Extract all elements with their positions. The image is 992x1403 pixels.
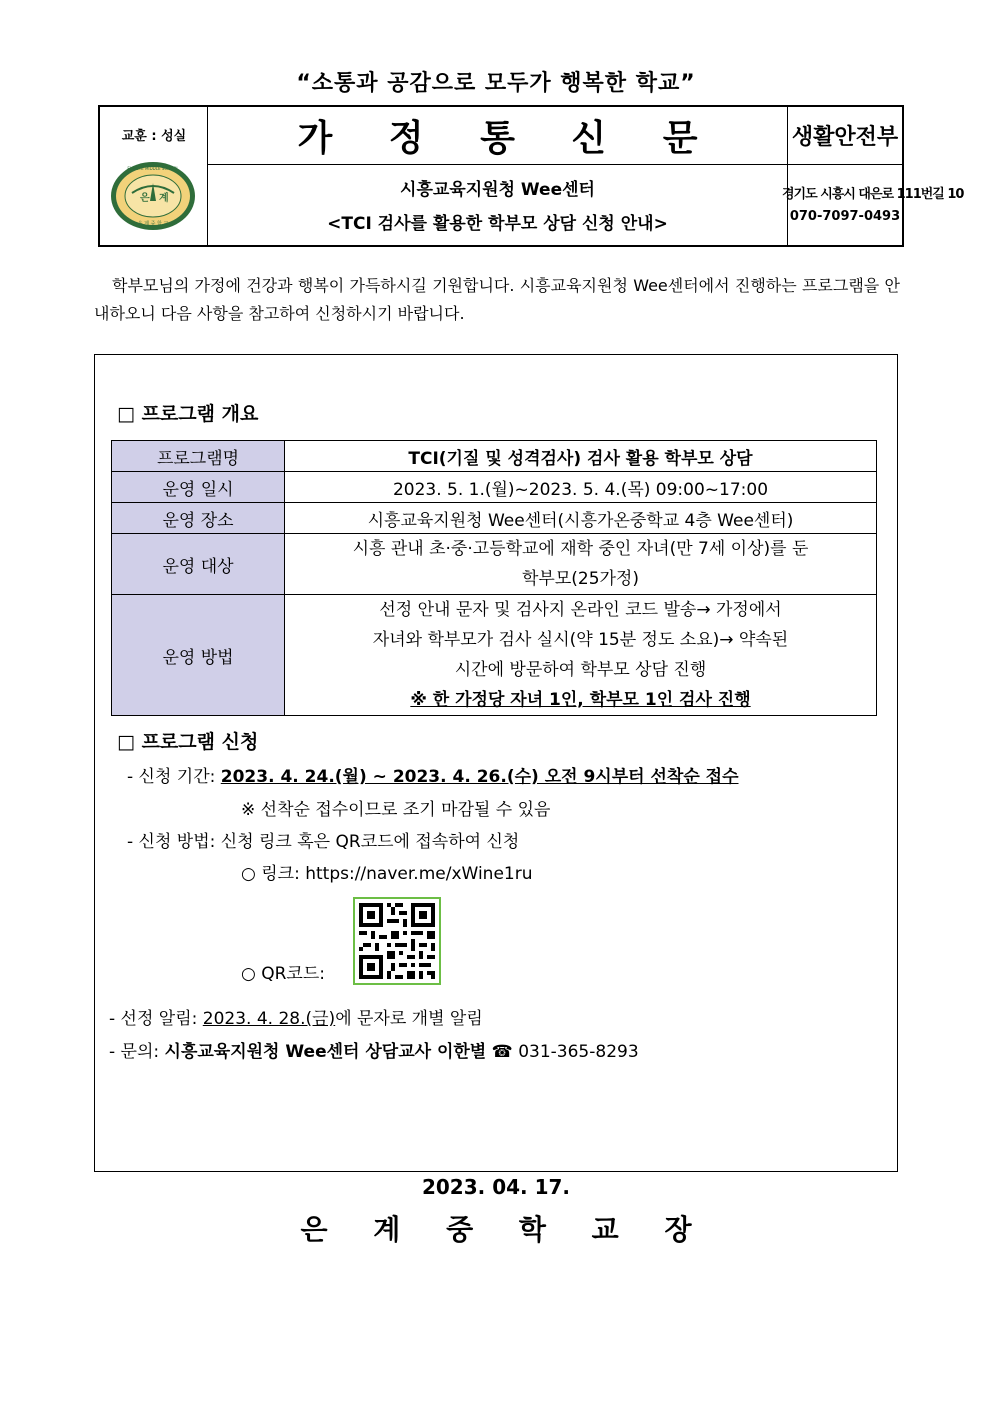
row-value: 시흥교육지원청 Wee센터(시흥가온중학교 4층 Wee센터) <box>285 503 877 534</box>
section-title-overview: □ 프로그램 개요 <box>117 403 259 425</box>
table-row <box>112 534 877 595</box>
department-name: 생활안전부 <box>788 107 902 165</box>
method-label: - 신청 방법: <box>127 832 221 852</box>
phone-number: 070-7097-0493 <box>789 209 901 224</box>
school-motto-label: 교훈 : 성실 <box>121 129 187 144</box>
row-label: 운영 장소 <box>112 503 285 534</box>
row-value <box>285 595 877 716</box>
application-period <box>127 762 739 787</box>
period-label: - 신청 기간: <box>127 767 221 787</box>
method-line-3: 시간에 방문하여 학부모 상담 진행 <box>454 660 707 680</box>
period-note: ※ 선착순 접수이므로 조기 마감될 수 있음 <box>241 800 551 820</box>
row-label: 운영 일시 <box>112 472 285 503</box>
row-label: 프로그램명 <box>112 441 285 472</box>
logo-top-text: EUNGYE MIDDLE SCHOOL <box>127 166 179 171</box>
contact-line <box>109 1037 639 1062</box>
row-value: TCI(기질 및 성격검사) 검사 활용 학부모 상담 <box>285 441 877 472</box>
application-method <box>127 827 519 852</box>
logo-bottom-text: 은 계 중 학 교 <box>137 221 169 227</box>
method-line-1: 선정 안내 문자 및 검사지 온라인 코드 발송→ 가정에서 <box>379 600 782 620</box>
header-motto-cell <box>100 107 208 245</box>
table-row <box>112 503 877 534</box>
contact-value: 시흥교육지원청 Wee센터 상담교사 이한별 <box>164 1042 487 1062</box>
section-title-application: □ 프로그램 신청 <box>117 731 259 753</box>
subtitle-topic: <TCI 검사를 활용한 학부모 상담 신청 안내> <box>327 214 668 234</box>
school-motto-banner: “소통과 공감으로 모두가 행복한 학교” <box>296 71 696 96</box>
logo-char-right: 계 <box>159 193 169 204</box>
subtitle-organization: 시흥교육지원청 Wee센터 <box>400 180 595 200</box>
row-label: 운영 방법 <box>112 595 285 716</box>
principal-signature: 은 계 중 학 교 장 <box>300 1213 710 1246</box>
row-value <box>285 534 877 595</box>
program-overview-table <box>111 440 877 716</box>
selection-notice <box>109 1004 483 1029</box>
method-value: 신청 링크 혹은 QR코드에 접속하여 신청 <box>220 832 520 852</box>
content-box <box>94 354 898 1172</box>
contact-phone: ☎ 031-365-8293 <box>486 1042 639 1062</box>
row-label: 운영 대상 <box>112 534 285 595</box>
logo-char-left: 은 <box>140 193 150 204</box>
notice-date: 2023. 4. 28.(금) <box>202 1009 336 1029</box>
period-value: 2023. 4. 24.(월) ~ 2023. 4. 26.(수) 오전 9시부터 선착순 접수 <box>220 767 739 787</box>
newsletter-subtitle <box>208 165 788 245</box>
target-line-1: 시흥 관내 초·중·고등학교에 재학 중인 자녀(만 7세 이상)를 둔 <box>352 539 809 559</box>
row-value: 2023. 5. 1.(월)~2023. 5. 4.(목) 09:00~17:00 <box>285 472 877 503</box>
link-label: ○ 링크: <box>241 864 306 884</box>
table-row <box>112 472 877 503</box>
issue-date: 2023. 04. 17. <box>421 1175 571 1199</box>
table-row <box>112 441 877 472</box>
notice-label: - 선정 알림: <box>109 1009 203 1029</box>
target-line-2: 학부모(25가정) <box>521 569 639 589</box>
contact-info <box>782 165 964 245</box>
application-link-url[interactable]: https://naver.me/xWine1ru <box>305 864 533 884</box>
qr-code[interactable] <box>353 897 441 985</box>
method-line-2: 자녀와 학부모가 검사 실시(약 15분 정도 소요)→ 약속된 <box>372 630 789 650</box>
address: 경기도 시흥시 대은로 111번길 10 <box>782 187 964 202</box>
newsletter-header <box>98 105 964 247</box>
qr-label: ○ QR코드: <box>241 964 326 984</box>
intro-paragraph: 학부모님의 가정에 건강과 행복이 가득하시길 기원합니다. 시흥교육지원청 Wee센터에서 진행하는 프로그램을 안내하오니 다음 사항을 참고하여 신청하시기 바랍니다. <box>94 276 900 323</box>
method-note: ※ 한 가정당 자녀 1인, 학부모 1인 검사 진행 <box>410 690 751 710</box>
notice-rest: 에 문자로 개별 알림 <box>335 1009 483 1029</box>
application-link <box>241 859 532 884</box>
qr-code-image <box>355 899 439 983</box>
newsletter-title: 가 정 통 신 문 <box>208 107 788 165</box>
school-logo <box>110 161 196 231</box>
table-row <box>112 595 877 716</box>
contact-label: - 문의: <box>109 1042 165 1062</box>
